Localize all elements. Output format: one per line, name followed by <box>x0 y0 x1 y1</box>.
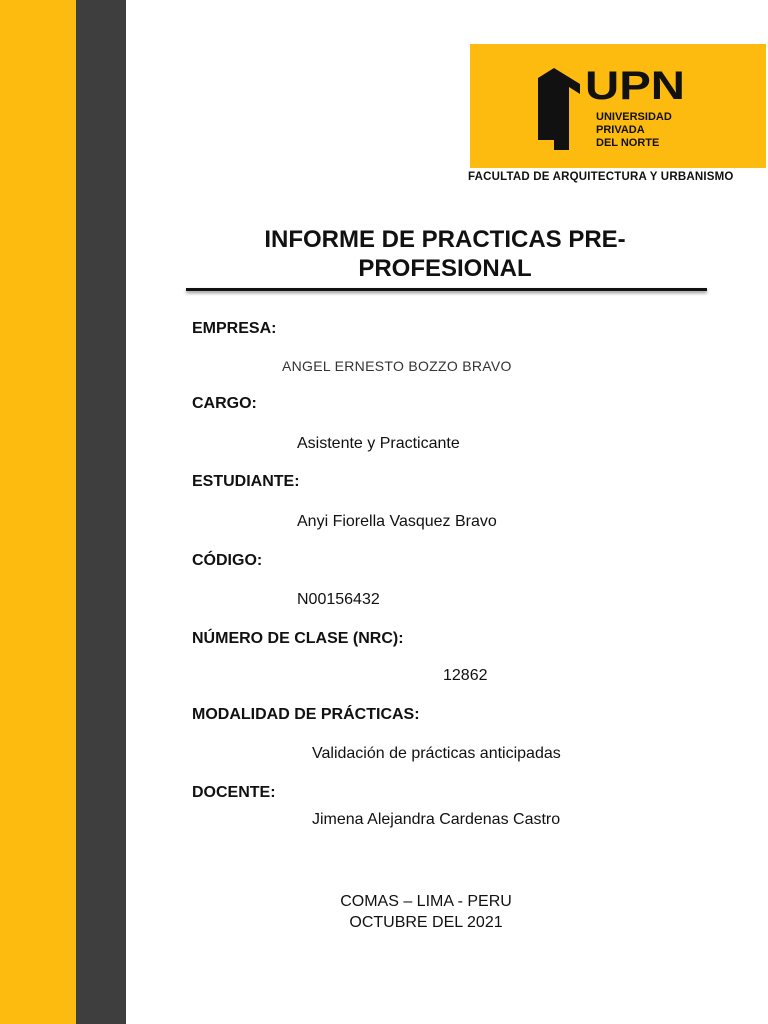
logo-line-1: UNIVERSIDAD <box>596 111 672 123</box>
title-line-2: PROFESIONAL <box>358 255 532 282</box>
docente-label: DOCENTE: <box>192 784 276 801</box>
cargo-value: Asistente y Practicante <box>297 435 460 452</box>
empresa-label: EMPRESA: <box>192 320 277 337</box>
codigo-value: N00156432 <box>297 591 380 608</box>
empresa-value: ANGEL ERNESTO BOZZO BRAVO <box>282 358 512 374</box>
modalidad-value: Validación de prácticas anticipadas <box>312 745 561 762</box>
footer-date: OCTUBRE DEL 2021 <box>349 914 503 931</box>
modalidad-label: MODALIDAD DE PRÁCTICAS: <box>192 706 420 723</box>
left-yellow-band <box>0 0 76 1024</box>
title-underline <box>186 288 707 291</box>
codigo-label: CÓDIGO: <box>192 552 263 569</box>
logo-wordmark: UPN <box>585 64 685 108</box>
footer-location: COMAS – LIMA - PERU <box>340 893 512 910</box>
nrc-label: NÚMERO DE CLASE (NRC): <box>192 630 404 647</box>
cargo-label: CARGO: <box>192 395 257 412</box>
nrc-value: 12862 <box>443 667 488 684</box>
estudiante-value: Anyi Fiorella Vasquez Bravo <box>297 513 497 530</box>
upn-logo-icon <box>470 44 766 168</box>
title-line-1: INFORME DE PRACTICAS PRE- <box>264 226 626 253</box>
upn-logo <box>470 44 766 168</box>
logo-line-2: PRIVADA <box>596 124 645 136</box>
faculty-name: FACULTAD DE ARQUITECTURA Y URBANISMO <box>468 171 734 183</box>
footer <box>290 891 562 933</box>
logo-line-3: DEL NORTE <box>596 137 660 149</box>
estudiante-label: ESTUDIANTE: <box>192 473 300 490</box>
left-dark-band <box>76 0 126 1024</box>
docente-value: Jimena Alejandra Cardenas Castro <box>312 811 561 828</box>
document-title <box>210 225 680 283</box>
